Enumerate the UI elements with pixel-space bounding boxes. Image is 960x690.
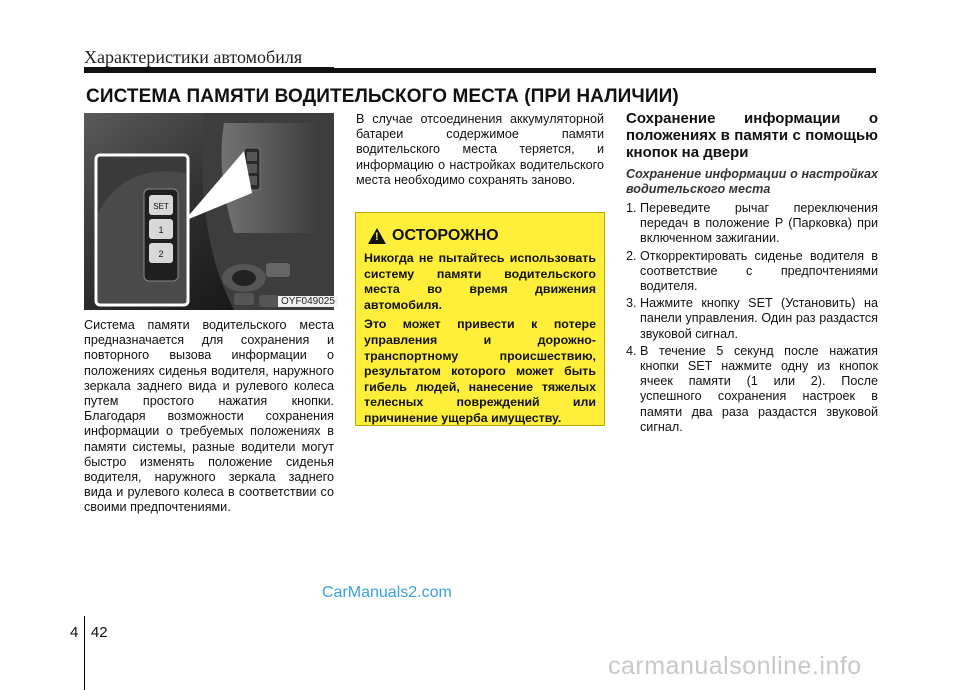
section-number: 4 <box>70 624 79 641</box>
warning-box <box>355 212 605 426</box>
step-item <box>626 296 878 342</box>
warning-text-2: Это может привести к потере управления и дорожно-транспортному происшествию, результатом которого может быть гибель людей, нанесение тяжелых телесных повреждений или причинение ущерба имуществу. <box>364 317 596 425</box>
warning-triangle-icon: ! <box>368 228 386 244</box>
page-number <box>70 624 108 641</box>
step-text: Переведите рычаг переключения передач в положение P (Парковка) при включенном зажигании. <box>640 201 878 246</box>
battery-note-paragraph: В случае отсоединения аккумуляторной батареи содержимое памяти водительского места теряется, и информацию о настройках водительского места необходимо сохранять заново. <box>356 112 604 187</box>
figure-code: OYF049025 <box>278 296 338 307</box>
footer-watermark: carmanualsonline.info <box>608 652 862 680</box>
step-item <box>626 344 878 435</box>
header-title: Характеристики автомобиля <box>84 47 303 67</box>
memory-1-button-label: 1 <box>158 225 164 235</box>
memory-save-subtitle: Сохранение информации о настройках водительского места <box>626 167 878 196</box>
step-number: 3. <box>626 296 637 311</box>
memory-2-button-label: 2 <box>158 249 164 259</box>
step-number: 4. <box>626 343 637 358</box>
section-title: СИСТЕМА ПАМЯТИ ВОДИТЕЛЬСКОГО МЕСТА (ПРИ НАЛИЧИИ) <box>86 86 679 107</box>
set-button-label: SET <box>153 202 169 211</box>
step-item <box>626 249 878 295</box>
step-text: В течение 5 секунд после нажатия кнопки SET нажмите одну из кнопок ячеек памяти (1 или 2). После успешного сохранения настроек в памяти два раза раздастся звуковой сигнал. <box>640 343 878 434</box>
intro-paragraph: Система памяти водительского места предназначается для сохранения и повторного вызова информации о положениях сиденья водителя, наружного зеркала заднего вида и рулевого колеса путем простого нажатия кнопки. Благодаря возможности сохранения информации о требуемых положениях в памяти системы, разные водители могут быстро изменять положение сиденья водителя, наружного зеркала заднего вида и рулевого колеса в соответствии со своими предпочтениями. <box>84 318 334 515</box>
warning-title: ОСТОРОЖНО <box>392 227 499 244</box>
door-panel-illustration <box>84 113 334 310</box>
step-text: Откорректировать сиденье водителя в соответствие с предпочтениями водителя. <box>640 248 878 294</box>
step-number: 2. <box>626 248 637 263</box>
memory-save-section <box>626 110 878 437</box>
step-text: Нажмите кнопку SET (Установить) на панели управления. Один раз раздастся звуковой сигнал. <box>640 296 878 341</box>
header-rule-accent <box>84 67 334 73</box>
page-number-value: 42 <box>90 624 108 641</box>
memory-save-title: Сохранение информации о положениях в памяти с помощью кнопок на двери <box>626 110 878 161</box>
step-item <box>626 201 878 247</box>
page-number-divider <box>84 616 85 690</box>
carmanuals-watermark-link[interactable]: CarManuals2.com <box>322 584 452 601</box>
step-number: 1. <box>626 201 637 215</box>
warning-text-1: Никогда не пытайтесь использовать систему памяти водительского места во время движения автомобиля. <box>364 251 596 312</box>
door-memory-buttons-photo <box>84 113 334 310</box>
warning-header <box>368 227 596 245</box>
